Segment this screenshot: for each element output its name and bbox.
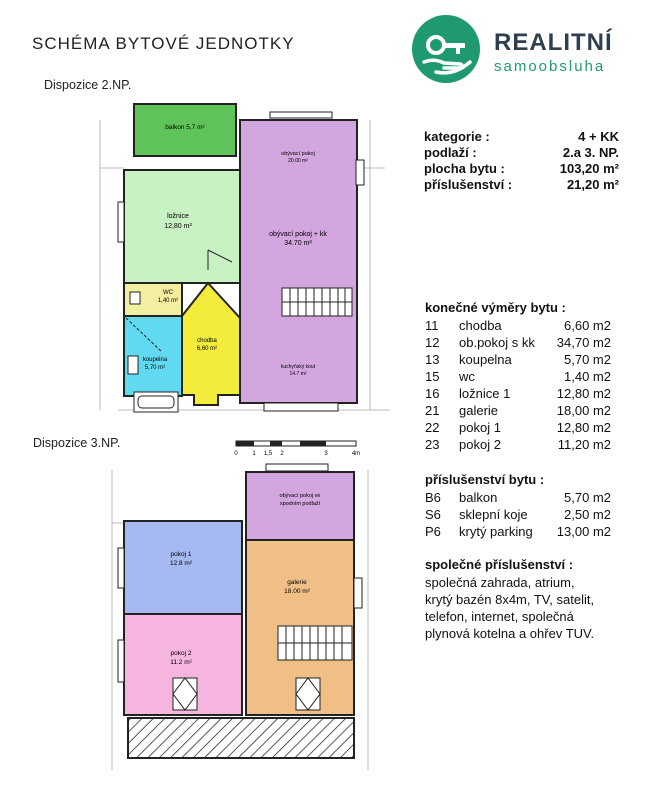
label-wc-area: 1,40 m² <box>157 298 179 304</box>
room-number: 21 <box>425 403 440 418</box>
room-area: 12,80 m2 <box>556 386 611 401</box>
window <box>266 464 328 471</box>
room-pokoj1 <box>124 521 242 614</box>
label-pokoj1-area: 12.8 m² <box>169 560 193 567</box>
label-chodba: chodba <box>197 338 217 344</box>
room-name: pokoj 2 <box>459 437 501 452</box>
room-name: chodba <box>459 318 502 333</box>
scale-tick-label: 0 <box>234 451 238 457</box>
shared-line: telefon, internet, společná <box>425 609 574 624</box>
shared-line: krytý bazén 8x4m, TV, satelit, <box>425 592 595 607</box>
item-code: B6 <box>425 490 441 505</box>
shared-line: společná zahrada, atrium, <box>425 575 575 590</box>
window <box>118 548 124 588</box>
room-number: 16 <box>425 386 440 401</box>
room-chodba <box>182 283 240 405</box>
accessories-title: příslušenství bytu : <box>425 472 545 487</box>
sink <box>128 356 138 374</box>
label-kitchen: kuchyňský kout <box>280 364 316 370</box>
summary-label: plocha bytu : <box>424 161 505 176</box>
label-balkon: balkon 5,7 m² <box>165 124 205 131</box>
item-name: krytý parking <box>459 524 533 539</box>
summary-value: 103,20 m² <box>559 161 619 176</box>
final-areas-title: konečné výměry bytu : <box>425 300 566 315</box>
room-number: 15 <box>425 369 440 384</box>
shared-line: plynová kotelna a ohřev TUV. <box>425 626 595 641</box>
floor2-plan <box>100 104 390 412</box>
summary-label: podlaží : <box>424 145 477 160</box>
label-galerie-area: 18.00 m² <box>284 588 310 595</box>
shared-title: společné příslušenství : <box>425 557 574 572</box>
logo-subtitle: samoobsluha <box>494 58 606 75</box>
room-area: 11,20 m2 <box>557 437 611 452</box>
summary-value: 2.a 3. NP. <box>562 145 619 160</box>
scale-tick-label: 1,5 <box>263 451 273 457</box>
room-number: 23 <box>425 437 440 452</box>
toilet <box>130 292 140 304</box>
room-name: koupelna <box>459 352 512 367</box>
summary-block <box>424 129 624 199</box>
summary-label: kategorie : <box>424 129 490 144</box>
skylight <box>296 678 320 710</box>
label-loznice-area: 12,80 m² <box>164 223 192 230</box>
floor2-title: Dispozice 2.NP. <box>44 78 132 92</box>
label-wc: WC <box>163 290 173 296</box>
window <box>118 640 124 682</box>
stairs-2np <box>282 288 352 316</box>
scale-tick-label: 1 <box>252 451 256 457</box>
label-koupelna: koupelna <box>142 357 168 363</box>
scale-tick-label: 4m <box>351 451 361 457</box>
bathtub <box>134 392 178 412</box>
accessories-list <box>425 490 625 544</box>
summary-value: 4 + KK <box>578 129 619 144</box>
key-in-hand-icon <box>410 14 482 84</box>
room-area: 12,80 m2 <box>556 420 611 435</box>
room-name: ob.pokoj s kk <box>459 335 535 350</box>
floor3-plan <box>112 464 368 770</box>
room-number: 13 <box>425 352 440 367</box>
item-area: 13,00 m2 <box>556 524 611 539</box>
floor3-title: Dispozice 3.NP. <box>33 436 121 450</box>
label-living-top: obývací pokoj <box>281 151 315 157</box>
item-name: balkon <box>459 490 498 505</box>
label-living-top-area: 20.00 m² <box>288 158 308 164</box>
summary-value: 21,20 m² <box>566 177 619 192</box>
room-number: 12 <box>425 335 440 350</box>
label-koupelna-area: 5,70 m² <box>144 365 166 371</box>
room-area: 34,70 m2 <box>556 335 611 350</box>
shared-list <box>425 575 640 647</box>
scale-bar <box>234 441 360 457</box>
terrace-hatched <box>128 718 354 758</box>
item-area: 2,50 m2 <box>564 507 611 522</box>
room-area: 5,70 m2 <box>564 352 611 367</box>
room-area: 18,00 m2 <box>556 403 611 418</box>
window <box>354 578 362 608</box>
label-chodba-area: 6,60 m² <box>196 346 218 352</box>
window <box>264 403 338 411</box>
stairs-3np <box>278 626 352 660</box>
window <box>356 160 364 185</box>
label-living-lower-2: spodním podlaží <box>279 501 321 507</box>
scale-tick-label: 2 <box>280 451 284 457</box>
label-living-area: 34.70 m² <box>284 240 312 247</box>
room-area: 6,60 m2 <box>564 318 611 333</box>
room-number: 11 <box>425 318 439 333</box>
label-living: obývací pokoj + kk <box>269 231 327 238</box>
logo-title: REALITNÍ <box>494 29 613 56</box>
room-area: 1,40 m2 <box>564 369 611 384</box>
final-areas-list <box>425 318 625 458</box>
room-number: 22 <box>425 420 440 435</box>
room-name: pokoj 1 <box>459 420 501 435</box>
skylight <box>173 678 197 710</box>
item-name: sklepní koje <box>459 507 528 522</box>
label-pokoj1: pokoj 1 <box>170 551 192 558</box>
label-pokoj2-area: 11.2 m² <box>170 659 192 666</box>
label-kitchen-area: 14.7 m² <box>289 371 307 377</box>
window <box>118 202 124 242</box>
item-area: 5,70 m2 <box>564 490 611 505</box>
scale-tick-label: 3 <box>324 451 328 457</box>
summary-label: příslušenství : <box>424 177 513 192</box>
item-code: P6 <box>425 524 441 539</box>
window <box>270 112 332 118</box>
label-pokoj2: pokoj 2 <box>170 650 192 657</box>
label-loznice: ložnice <box>167 213 189 220</box>
room-name: wc <box>459 369 475 384</box>
page-title: SCHÉMA BYTOVÉ JEDNOTKY <box>32 34 295 53</box>
room-name: ložnice 1 <box>459 386 511 401</box>
room-name: galerie <box>459 403 499 418</box>
label-living-lower-1: obývací pokoj ve <box>279 493 321 499</box>
label-galerie: galerie <box>287 579 307 586</box>
item-code: S6 <box>425 507 441 522</box>
